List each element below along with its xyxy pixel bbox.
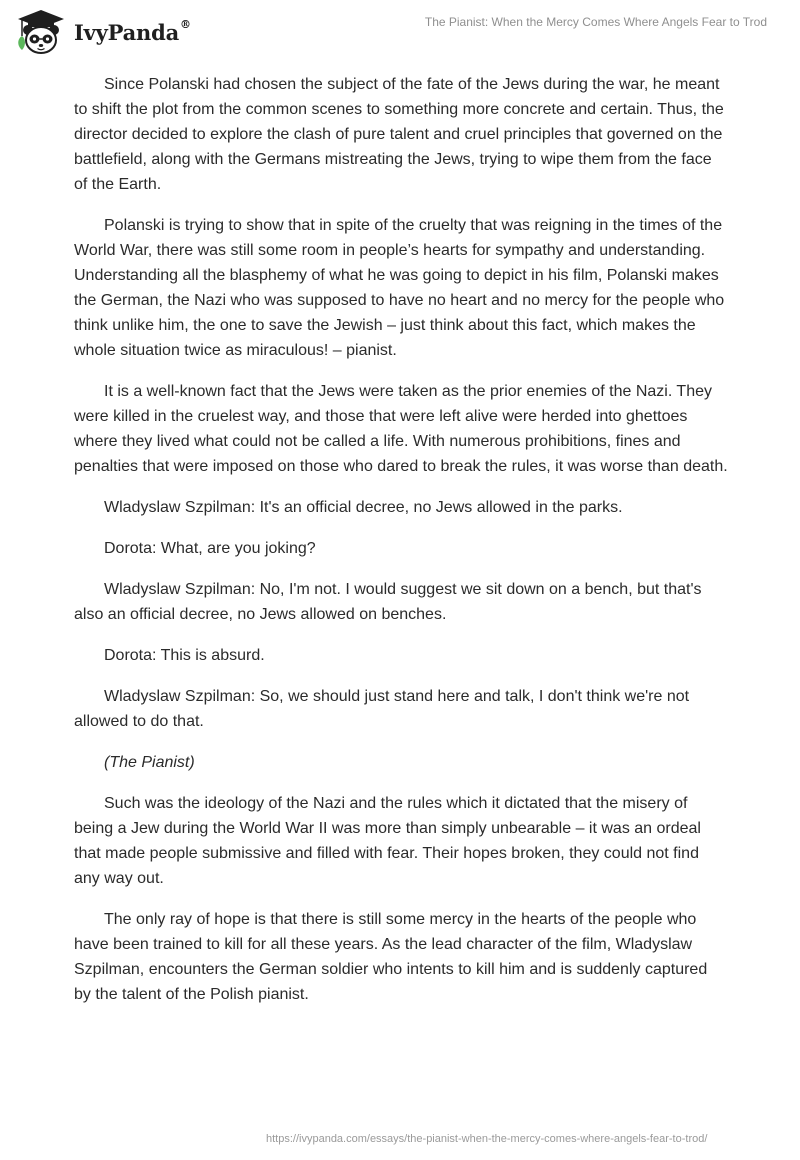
dialogue-line: Dorota: What, are you joking? — [104, 540, 316, 557]
ivypanda-logo[interactable] — [14, 8, 196, 56]
paragraph: It is a well-known fact that the Jews were taken as the prior enemies of the Nazi. They were killed in the cruelest way, and those that were left alive were herded into ghettoes where they lived what could not be called a life. With numerous prohibitions, fines and penalties that were imposed on those who dared to break the rules, it was worse than death. — [74, 383, 728, 475]
dialogue-line: Wladyslaw Szpilman: So, we should just stand here and talk, I don't think we're not allowed to do that. — [74, 688, 690, 730]
paragraph: Such was the ideology of the Nazi and the rules which it dictated that the misery of being a Jew during the World War II was more than simply unbearable – it was an ordeal that made people submissive and filled with fear. Their hopes broken, they could not find any way out. — [74, 795, 701, 887]
page-header — [0, 0, 800, 60]
logo-wordmark: IvyPanda® — [74, 17, 191, 45]
paragraph: Polanski is trying to show that in spite of the cruelty that was reigning in the times of the World War, there was still some room in people’s hearts for sympathy and understanding. Understanding all the blasphemy of what he was going to depict in his film, Polanski makes the German, the Nazi who was supposed to have no heart and no mercy for the people who think unlike him, the one to save the Jewish – just think about this fact, which makes the whole situation twice as miraculous! – pianist. — [74, 217, 725, 359]
panda-graduate-icon — [14, 8, 68, 56]
source-url[interactable]: https://ivypanda.com/essays/the-pianist-when-the-mercy-comes-where-angels-fear-to-trod/ — [266, 1133, 708, 1145]
document-title: The Pianist: When the Mercy Comes Where Angels Fear to Trod — [424, 15, 767, 29]
essay-body — [74, 72, 728, 1023]
paragraph: The only ray of hope is that there is still some mercy in the hearts of the people who have been trained to kill for all these years. As the lead character of the film, Wladyslaw Szpilman, encounters the German soldier who intents to kill him and is suddenly captured by the talent of the Polish pianist. — [74, 911, 708, 1003]
dialogue-line: Dorota: This is absurd. — [104, 647, 265, 664]
dialogue-line: Wladyslaw Szpilman: It's an official decree, no Jews allowed in the parks. — [104, 499, 623, 516]
paragraph: Since Polanski had chosen the subject of the fate of the Jews during the war, he meant to shift the plot from the common scenes to something more concrete and certain. Thus, the director decided to explore the clash of pure talent and cruel principles that governed on the battlefield, along with the Germans mistreating the Jews, trying to wipe them from the face of the Earth. — [74, 76, 724, 193]
citation: (The Pianist) — [104, 754, 195, 771]
dialogue-line: Wladyslaw Szpilman: No, I'm not. I would suggest we sit down on a bench, but that's also an official decree, no Jews allowed on benches. — [74, 581, 702, 623]
